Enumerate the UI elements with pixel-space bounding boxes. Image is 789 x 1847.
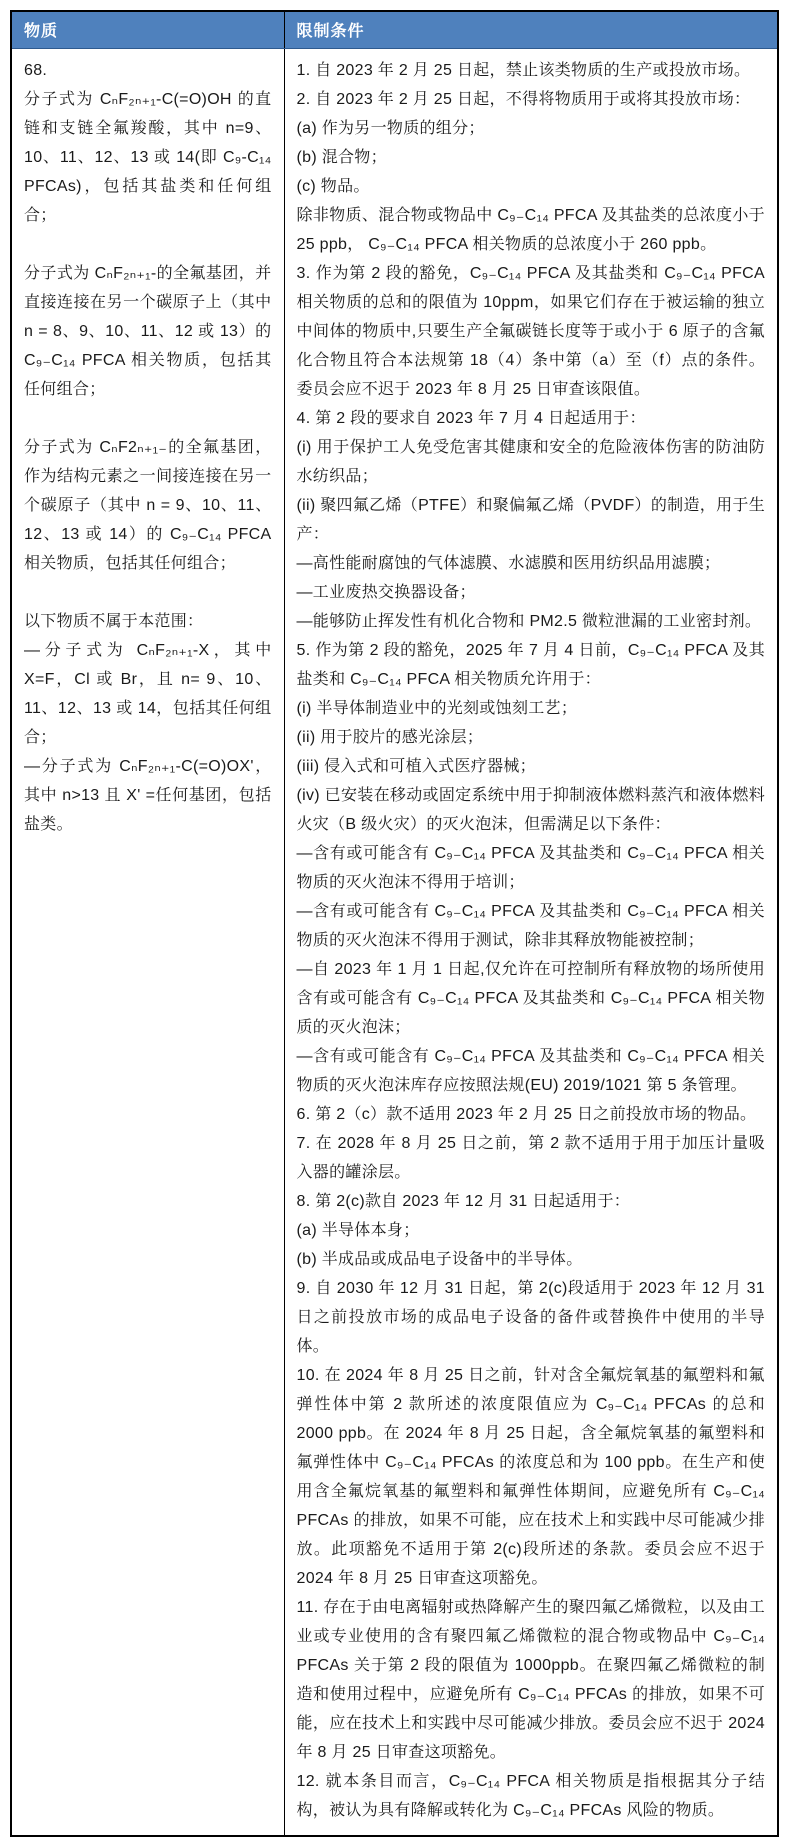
condition-paragraph: 2. 自 2023 年 2 月 25 日起，不得将物质用于或将其投放市场： <box>296 91 751 108</box>
condition-paragraph: —含有或可能含有 C₉₋C₁₄ PFCA 及其盐类和 C₉₋C₁₄ PFCA 相关物质的灭火泡沫库存应按照法规(EU) 2019/1021 第 5 条管理。 <box>296 1048 765 1094</box>
condition-paragraph: —含有或可能含有 C₉₋C₁₄ PFCA 及其盐类和 C₉₋C₁₄ PFCA 相关物质的灭火泡沫不得用于培训； <box>296 845 765 891</box>
condition-paragraph: (i) 用于保护工人免受危害其健康和安全的危险液体伤害的防油防水纺织品； <box>296 439 765 485</box>
condition-paragraph: (ii) 聚四氟乙烯（PTFE）和聚偏氟乙烯（PVDF）的制造，用于生产： <box>296 497 765 543</box>
substance-paragraph: 分子式为 CₙF2ₙ₊₁₋的全氟基团，作为结构元素之一间接连接在另一个碳原子（其中 n = 9、10、11、12、13 或 14）的 C₉₋C₁₄ PFCA 相关物质，包括其任何组合； <box>24 439 272 572</box>
condition-paragraph: —工业废热交换器设备； <box>296 584 476 601</box>
condition-paragraph: (b) 混合物； <box>296 149 387 166</box>
condition-paragraph: 7. 在 2028 年 8 月 25 日之前，第 2 款不适用于用于加压计量吸入器的罐涂层。 <box>296 1135 765 1181</box>
condition-paragraph: —能够防止挥发性有机化合物和 PM2.5 微粒泄漏的工业密封剂。 <box>296 613 762 630</box>
condition-paragraph: (a) 作为另一物质的组分； <box>296 120 485 137</box>
condition-paragraph: 8. 第 2(c)款自 2023 年 12 月 31 日起适用于： <box>296 1193 631 1210</box>
condition-paragraph: —高性能耐腐蚀的气体滤膜、水滤膜和医用纺织品用滤膜； <box>296 555 721 572</box>
condition-paragraph: 5. 作为第 2 段的豁免，2025 年 7 月 4 日前，C₉₋C₁₄ PFCA 及其盐类和 C₉₋C₁₄ PFCA 相关物质允许用于： <box>296 642 765 688</box>
condition-paragraph: 6. 第 2（c）款不适用 2023 年 2 月 25 日之前投放市场的物品。 <box>296 1106 757 1123</box>
table-header-row <box>11 11 778 49</box>
condition-paragraph: (ii) 用于胶片的感光涂层； <box>296 729 484 746</box>
column-header-restriction-conditions: 限制条件 <box>284 11 778 49</box>
restriction-conditions-cell <box>284 49 778 1837</box>
substance-paragraph-list <box>24 56 272 839</box>
condition-paragraph: (c) 物品。 <box>296 178 370 195</box>
substance-paragraph: 分子式为 CₙF₂ₙ₊₁-C(=O)OH 的直链和支链全氟羧酸，其中 n=9、10、11、12、13 或 14(即 C₉-C₁₄ PFCAs)，包括其盐类和任何组合； <box>24 91 272 224</box>
substance-paragraph <box>24 230 272 259</box>
condition-paragraph: (a) 半导体本身； <box>296 1222 420 1239</box>
column-header-substance: 物质 <box>11 11 284 49</box>
substance-paragraph: 68. <box>24 62 48 79</box>
condition-paragraph: 除非物质、混合物或物品中 C₉₋C₁₄ PFCA 及其盐类的总浓度小于 25 ppb， C₉₋C₁₄ PFCA 相关物质的总浓度小于 260 ppb。 <box>296 207 765 253</box>
condition-paragraph: 3. 作为第 2 段的豁免，C₉₋C₁₄ PFCA 及其盐类和 C₉₋C₁₄ PFCA 相关物质的总和的限值为 10ppm，如果它们存在于被运输的独立中间体的物质中,只要生产全氟碳链长度等于或小于 6 原子的含氟化合物且符合本法规第 18（4）条中第（a）至（f）点的条件。委员会应不迟于 2023 年 8 月 25 日审查该限值。 <box>296 265 765 398</box>
condition-paragraph: 4. 第 2 段的要求自 2023 年 7 月 4 日起适用于： <box>296 410 646 427</box>
condition-paragraph: 9. 自 2030 年 12 月 31 日起，第 2(c)段适用于 2023 年 12 月 31 日之前投放市场的成品电子设备的备件或替换件中使用的半导体。 <box>296 1280 765 1355</box>
condition-paragraph: —自 2023 年 1 月 1 日起,仅允许在可控制所有释放物的场所使用含有或可能含有 C₉₋C₁₄ PFCA 及其盐类和 C₉₋C₁₄ PFCA 相关物质的灭火泡沫； <box>296 961 765 1036</box>
condition-paragraph-list <box>297 56 766 1825</box>
substance-cell <box>11 49 284 1837</box>
condition-paragraph: (iv) 已安装在移动或固定系统中用于抑制液体燃料蒸汽和液体燃料火灾（B 级火灾）的灭火泡沫，但需满足以下条件： <box>296 787 765 833</box>
substance-paragraph <box>24 404 272 433</box>
condition-paragraph: 11. 存在于由电离辐射或热降解产生的聚四氟乙烯微粒，以及由工业或专业使用的含有聚四氟乙烯微粒的混合物或物品中 C₉₋C₁₄ PFCAs 关于第 2 段的限值为 1000ppb。在聚四氟乙烯微粒的制造和使用过程中，应避免所有 C₉₋C₁₄ PFCAs 的排放，如果不可能，应在技术上和实践中尽可能减少排放。委员会应不迟于 2024 年 8 月 25 日审查这项豁免。 <box>296 1599 765 1761</box>
substance-paragraph: —分子式为 CₙF₂ₙ₊₁-X，其中 X=F，Cl 或 Br，且 n= 9、10、11、12、13 或 14，包括其任何组合； <box>24 642 272 746</box>
substance-paragraph <box>24 578 272 607</box>
condition-paragraph: (iii) 侵入式和可植入式医疗器械； <box>296 758 536 775</box>
table-row <box>11 49 778 1837</box>
condition-paragraph: (b) 半成品或成品电子设备中的半导体。 <box>296 1251 583 1268</box>
condition-paragraph: 1. 自 2023 年 2 月 25 日起，禁止该类物质的生产或投放市场。 <box>296 62 751 79</box>
substance-restriction-table <box>10 10 779 1837</box>
condition-paragraph: —含有或可能含有 C₉₋C₁₄ PFCA 及其盐类和 C₉₋C₁₄ PFCA 相关物质的灭火泡沫不得用于测试，除非其释放物能被控制； <box>296 903 765 949</box>
substance-paragraph: 分子式为 CₙF₂ₙ₊₁-的全氟基团，并直接连接在另一个碳原子上（其中 n = 8、9、10、11、12 或 13）的 C₉₋C₁₄ PFCA 相关物质，包括其任何组合； <box>24 265 272 398</box>
condition-paragraph: 10. 在 2024 年 8 月 25 日之前，针对含全氟烷氧基的氟塑料和氟弹性体中第 2 款所述的浓度限值应为 C₉₋C₁₄ PFCAs 的总和 2000 ppb。在 2024 年 8 月 25 日起，含全氟烷氧基的氟塑料和氟弹性体中 C₉₋C₁₄ PFCAs 的浓度总和为 100 ppb。在生产和使用含全氟烷氧基的氟塑料和氟弹性体期间，应避免所有 C₉₋C₁₄ PFCAs 的排放，如果不可能，应在技术上和实践中尽可能减少排放。此项豁免不适用于第 2(c)段所述的条款。委员会应不迟于 2024 年 8 月 25 日审查这项豁免。 <box>296 1367 765 1587</box>
condition-paragraph: 12. 就本条目而言，C₉₋C₁₄ PFCA 相关物质是指根据其分子结构，被认为具有降解或转化为 C₉₋C₁₄ PFCAs 风险的物质。 <box>296 1773 765 1819</box>
substance-paragraph: 以下物质不属于本范围： <box>24 613 204 630</box>
condition-paragraph: (i) 半导体制造业中的光刻或蚀刻工艺； <box>296 700 578 717</box>
substance-paragraph: —分子式为 CₙF₂ₙ₊₁-C(=O)OX'，其中 n>13 且 X' =任何基团，包括盐类。 <box>24 758 272 833</box>
